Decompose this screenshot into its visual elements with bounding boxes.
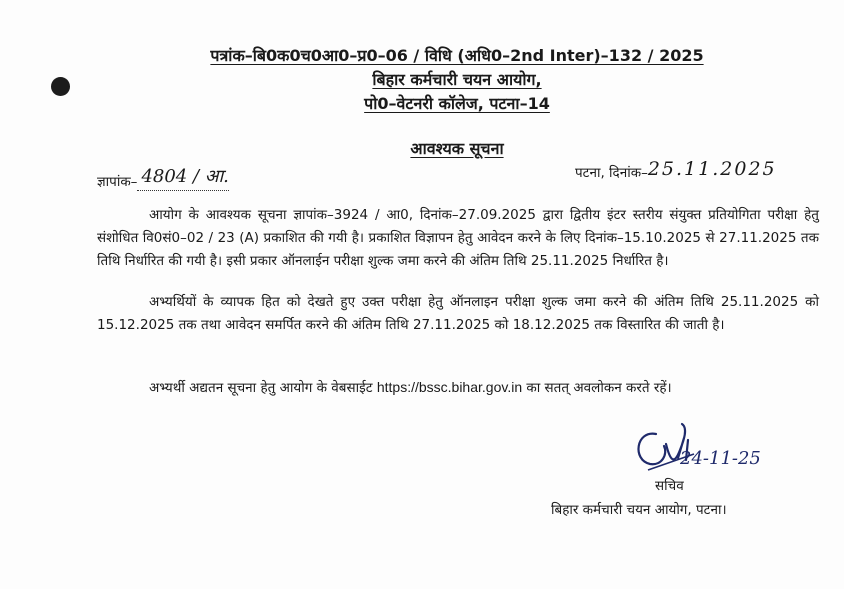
place-date-label: पटना, दिनांक– — [575, 165, 648, 181]
place-date-row — [575, 160, 777, 182]
paragraph-1-text: आयोग के आवश्यक सूचना ज्ञापांक–3924 / आ0, दिनांक–27.09.2025 द्वारा द्वितीय इंटर स्तरीय संयुक्त प्रतियोगिता परीक्षा हेतु संशोधित वि0सं0–02 / 23 (A) प्रकाशित की गयी है। प्रकाशित विज्ञापन हेतु आवेदन करने के लिए दिनांक–15.10.2025 से 27.11.2025 तक तिथि निर्धारित की गयी है। इसी प्रकार ऑनलाईन परीक्षा शुल्क जमा करने की अंतिम तिथि 25.11.2025 निर्धारित है। — [97, 207, 819, 269]
signatory-organization: बिहार कर्मचारी चयन आयोग, पटना। — [551, 502, 727, 518]
paragraph-3 — [97, 376, 819, 400]
letter-header — [0, 44, 844, 116]
website-para-after: का सतत् अवलोकन करते रहें। — [522, 380, 672, 396]
paragraph-2-text: अभ्यर्थियों के व्यापक हित को देखते हुए उक्त परीक्षा हेतु ऑनलाइन परीक्षा शुल्क जमा करने की अंतिम तिथि 25.11.2025 को 15.12.2025 तक तथा आवेदन समर्पित करने की अंतिम तिथि 27.11.2025 को 18.12.2025 तक विस्तारित की जाती है। — [97, 294, 819, 333]
memo-label: ज्ञापांक– — [97, 174, 138, 190]
reference-number: पत्रांक–बि0क0च0आ0–प्र0–06 / विधि (अधि0–2nd Inter)–132 / 2025 — [210, 46, 704, 65]
notice-title: आवश्यक सूचना — [410, 139, 504, 158]
organization-address: पो0–वेटनरी कॉलेज, पटना–14 — [364, 94, 550, 113]
memo-number-row — [97, 168, 229, 192]
website-link[interactable]: https://bssc.bihar.gov.in — [376, 379, 523, 395]
paragraph-1 — [97, 204, 819, 273]
memo-handwritten-number: 4804 / आ. — [141, 166, 229, 187]
paragraph-2 — [97, 291, 819, 337]
organization-name: बिहार कर्मचारी चयन आयोग, — [372, 70, 542, 89]
website-para-before: अभ्यर्थी अद्यतन सूचना हेतु आयोग के वेबसाईट — [149, 380, 377, 396]
handwritten-issue-date: 25.11.2025 — [647, 158, 777, 180]
signature-handwritten-date: 24-11-25 — [680, 448, 761, 469]
signatory-title: सचिव — [655, 478, 684, 494]
